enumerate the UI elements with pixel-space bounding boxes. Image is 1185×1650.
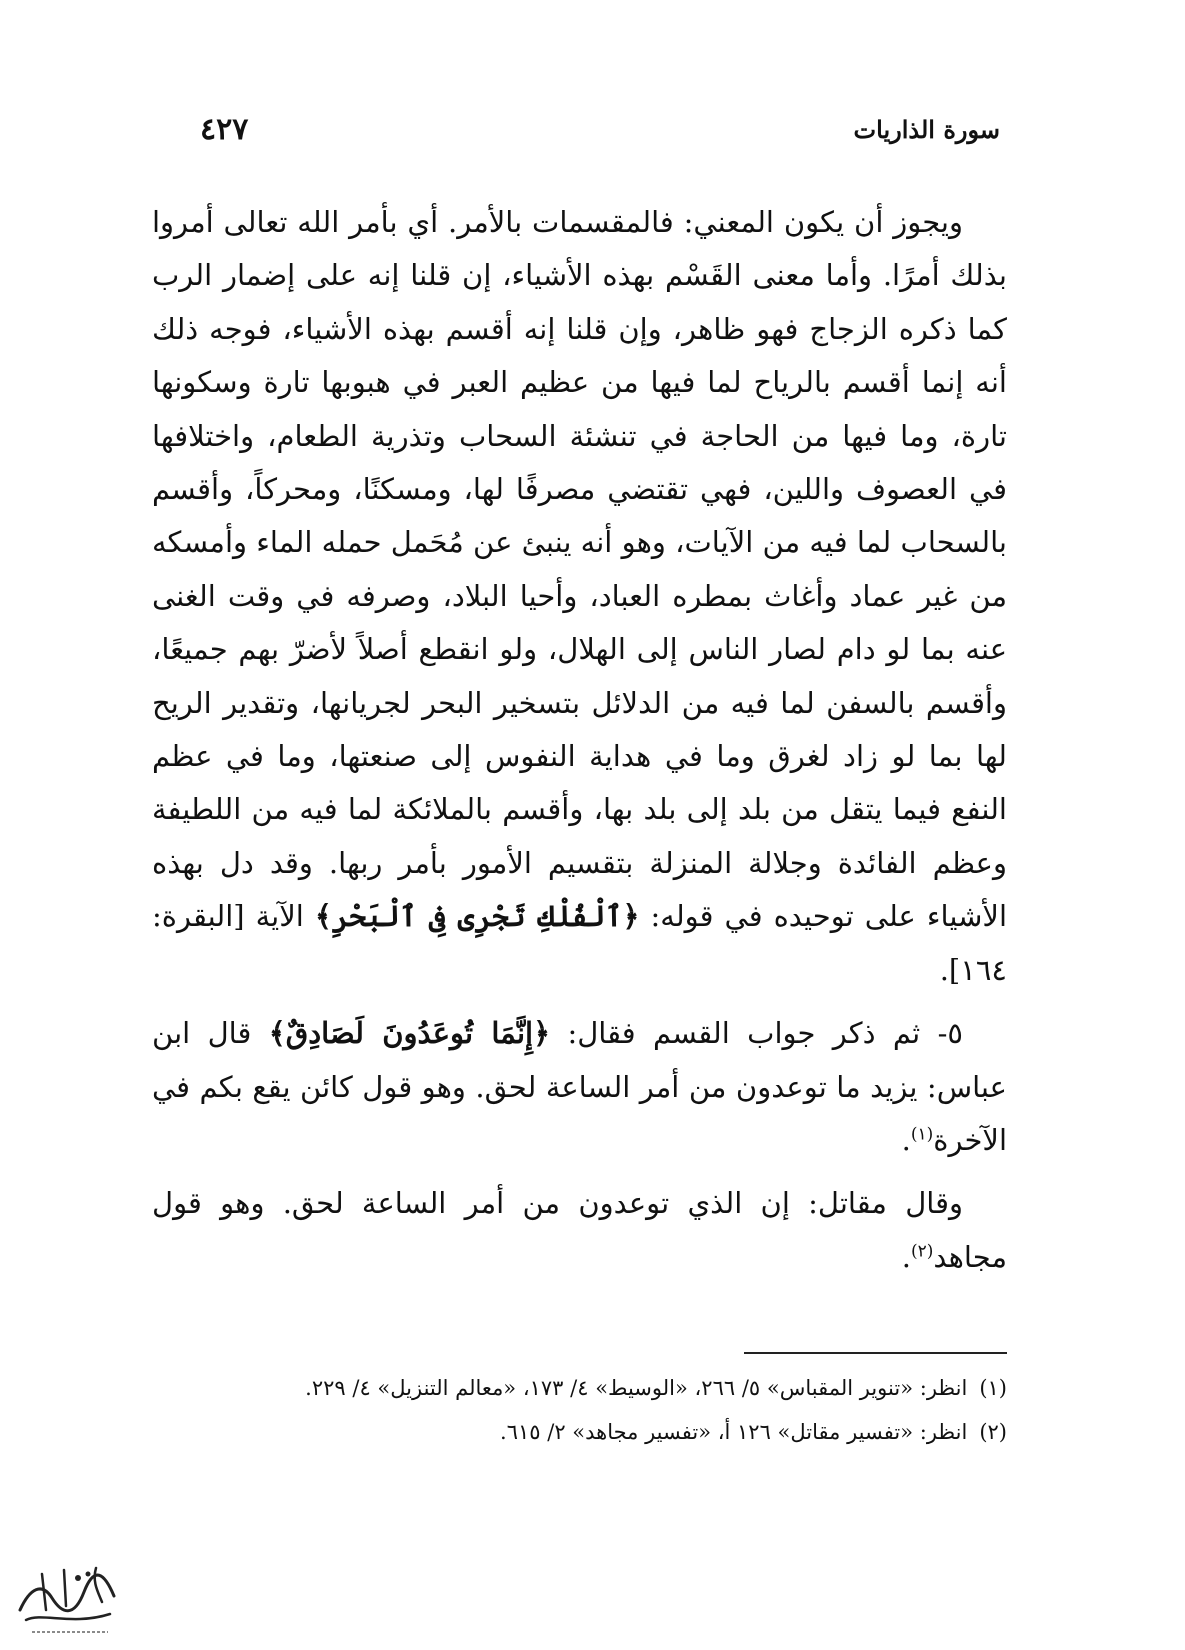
quran-verse: ﴿إِنَّمَا تُوعَدُونَ لَصَادِقٌ﴾ (268, 1016, 551, 1051)
quran-verse: ﴿ٱلْفُلْكِ تَجْرِى فِى ٱلْبَحْرِ﴾ (314, 899, 640, 934)
footnote-text: انظر: «تفسير مقاتل» ١٢٦ أ، «تفسير مجاهد» ٢/ ٦١٥. (500, 1420, 968, 1444)
paragraph-text: ٥- ثم ذكر جواب القسم فقال: (567, 1016, 963, 1051)
running-header (160, 108, 1000, 152)
paragraph-2 (152, 1007, 1007, 1167)
paragraph-text: وقال مقاتل: إن الذي توعدون من أمر الساعة لحق. وهو قول مجاهد (152, 1186, 1007, 1274)
paragraph-3 (152, 1177, 1007, 1284)
footnote-ref[interactable]: (٢) (910, 1241, 934, 1262)
library-logo-watermark (12, 1552, 122, 1638)
footnote-ref[interactable]: (١) (910, 1124, 934, 1145)
paragraph-1 (152, 196, 1007, 997)
footnote-1 (152, 1366, 1007, 1410)
paragraph-end: . (901, 1122, 911, 1157)
footnote-2 (152, 1410, 1007, 1454)
paragraph-text: الآية [البقرة: ١٦٤]. (152, 899, 1007, 987)
footnote-number: (٢) (979, 1420, 1007, 1444)
footnotes (152, 1366, 1007, 1454)
main-text (152, 196, 1007, 1284)
paragraph-text: قال ابن عباس: يزيد ما توعدون من أمر الساعة لحق. وهو قول كائن يقع بكم في الآخرة (152, 1016, 1007, 1157)
footnote-number: (١) (979, 1376, 1007, 1400)
surah-title: سورة الذاريات (853, 115, 1000, 144)
footnote-divider (744, 1352, 1007, 1354)
footnote-text: انظر: «تنوير المقباس» ٥/ ٢٦٦، «الوسيط» ٤/ ١٧٣، «معالم التنزيل» ٤/ ٢٢٩. (305, 1376, 968, 1400)
paragraph-text: ويجوز أن يكون المعني: فالمقسمات بالأمر. أي بأمر الله تعالى أمروا بذلك أمرًا. وأما معنى القَسْم بهذه الأشياء، إن قلنا إنه على إضمار الرب كما ذكره الزجاج فهو ظاهر، وإن قلنا إنه أقسم بهذه الأشياء، فوجه ذلك أنه إنما أقسم بالرياح لما فيها من عظيم العبر في هبوبها تارة وسكونها تارة، وما فيها من الحاجة في تنشئة السحاب وتذرية الطعام، واختلافها في العصوف واللين، فهي تقتضي مصرفًا لها، ومسكنًا، ومحركاً، وأقسم بالسحاب لما فيه من الآيات، وهو أنه ينبئ عن مُحَمل حمله الماء وأمسكه من غير عماد وأغاث بمطره العباد، وأحيا البلاد، وصرفه في وقت الغنى عنه بما لو دام لصار الناس إلى الهلال، ولو انقطع أصلاً لأضرّ بهم جميعًا، وأقسم بالسفن لما فيه من الدلائل بتسخير البحر لجريانها، وتقدير الريح لها بما لو زاد لغرق وما في هداية النفوس إلى صنعتها، وما في عظم النفع فيما يتقل من بلد إلى بلد بها، وأقسم بالملائكة لما فيه من اللطيفة وعظم الفائدة وجلالة المنزلة بتقسيم الأمور بأمر ربها. وقد دل بهذه الأشياء على توحيده في قوله: (152, 205, 1007, 934)
page-number: ٤٢٧ (200, 112, 249, 147)
paragraph-end: . (901, 1239, 911, 1274)
